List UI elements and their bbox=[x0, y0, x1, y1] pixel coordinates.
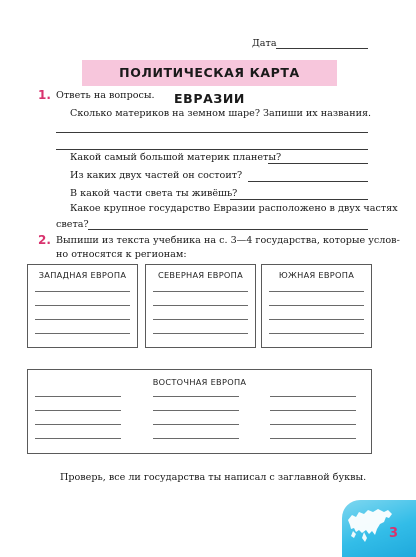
region-line[interactable] bbox=[35, 396, 121, 397]
region-line[interactable] bbox=[153, 333, 248, 334]
region-title-north: СЕВЕРНАЯ ЕВРОПА bbox=[157, 270, 244, 280]
region-line[interactable] bbox=[35, 333, 130, 334]
question-3: Из каких двух частей он состоит? bbox=[70, 170, 243, 181]
region-line[interactable] bbox=[153, 396, 239, 397]
region-line[interactable] bbox=[153, 424, 239, 425]
page-title: ПОЛИТИЧЕСКАЯ КАРТА ЕВРАЗИИ bbox=[119, 65, 300, 106]
answer-line-4[interactable] bbox=[248, 181, 368, 182]
region-line[interactable] bbox=[270, 410, 356, 411]
region-line[interactable] bbox=[35, 424, 121, 425]
question-5-line-2: света? bbox=[56, 219, 89, 230]
task-1-intro: Ответь на вопросы. bbox=[56, 90, 155, 101]
region-line[interactable] bbox=[153, 438, 239, 439]
date-label: Дата bbox=[252, 38, 277, 49]
answer-line-5[interactable] bbox=[230, 199, 368, 200]
task-1-number: 1. bbox=[38, 88, 51, 102]
region-title-west: ЗАПАДНАЯ ЕВРОПА bbox=[38, 270, 127, 280]
region-line[interactable] bbox=[153, 291, 248, 292]
region-box-east bbox=[27, 369, 372, 454]
region-line[interactable] bbox=[269, 333, 364, 334]
task-2-number: 2. bbox=[38, 233, 51, 247]
page-number: 3 bbox=[388, 526, 398, 541]
region-line[interactable] bbox=[35, 291, 130, 292]
region-line[interactable] bbox=[269, 291, 364, 292]
region-line[interactable] bbox=[270, 396, 356, 397]
region-line[interactable] bbox=[35, 410, 121, 411]
region-title-east: ВОСТОЧНАЯ ЕВРОПА bbox=[152, 377, 247, 387]
region-box-south bbox=[261, 264, 372, 348]
region-line[interactable] bbox=[269, 319, 364, 320]
answer-line-6[interactable] bbox=[88, 229, 368, 230]
task-2-text-line-2: но относятся к регионам: bbox=[56, 249, 187, 260]
answer-line-2[interactable] bbox=[56, 149, 368, 150]
page-corner bbox=[342, 500, 416, 557]
answer-line-3[interactable] bbox=[268, 163, 368, 164]
eurasia-map-icon bbox=[342, 500, 416, 557]
region-line[interactable] bbox=[270, 438, 356, 439]
region-line[interactable] bbox=[153, 319, 248, 320]
question-1: Сколько материков на земном шаре? Запиши их названия. bbox=[70, 108, 372, 119]
region-line[interactable] bbox=[269, 305, 364, 306]
question-5-line-1: Какое крупное государство Евразии расположено в двух частях bbox=[70, 203, 398, 214]
region-box-west bbox=[27, 264, 138, 348]
region-line[interactable] bbox=[35, 319, 130, 320]
question-4: В какой части света ты живёшь? bbox=[70, 188, 238, 199]
region-line[interactable] bbox=[270, 424, 356, 425]
date-field[interactable] bbox=[276, 48, 368, 49]
region-line[interactable] bbox=[35, 438, 121, 439]
check-reminder: Проверь, все ли государства ты написал с заглавной буквы. bbox=[60, 472, 367, 483]
region-box-north bbox=[145, 264, 256, 348]
region-line[interactable] bbox=[153, 410, 239, 411]
task-2-text-line-1: Выпиши из текста учебника на с. 3—4 государства, которые услов- bbox=[56, 235, 400, 246]
answer-line-1[interactable] bbox=[56, 132, 368, 133]
region-title-south: ЮЖНАЯ ЕВРОПА bbox=[278, 270, 355, 280]
region-line[interactable] bbox=[153, 305, 248, 306]
question-2: Какой самый большой материк планеты? bbox=[70, 152, 282, 163]
region-line[interactable] bbox=[35, 305, 130, 306]
